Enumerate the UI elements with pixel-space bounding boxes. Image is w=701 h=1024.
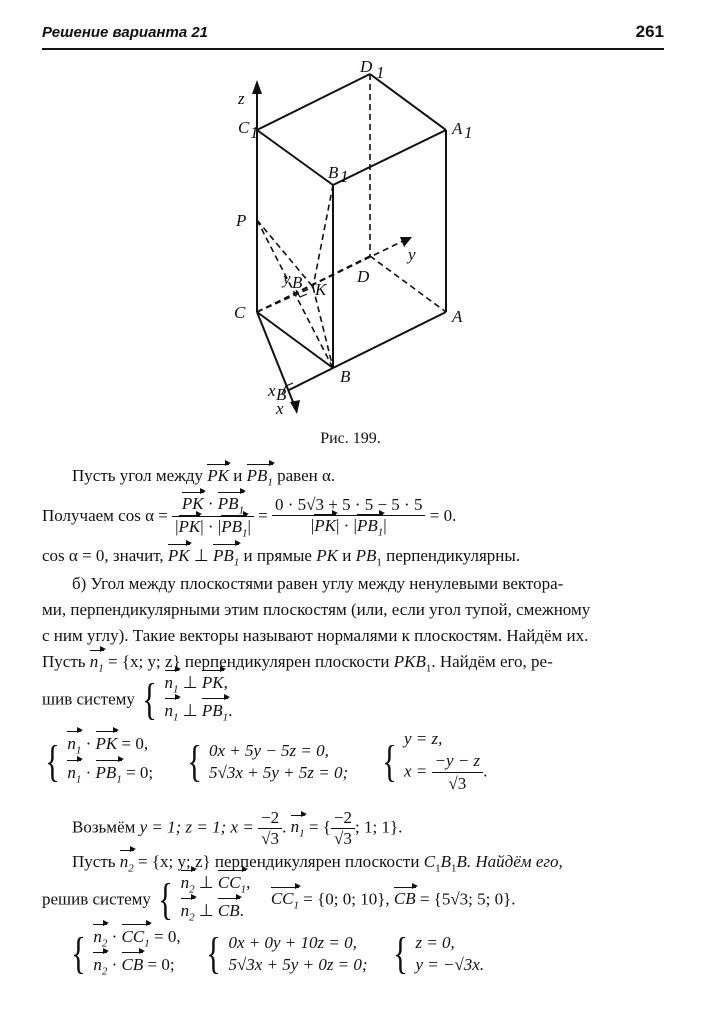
- label-a1: A: [452, 119, 463, 138]
- edge-b-a: [333, 312, 446, 368]
- x-arrow: [290, 400, 300, 414]
- edge-c1-b1: [257, 130, 333, 185]
- text-line-1: Пусть угол между PK и $PB_1$ равен α.: [72, 466, 336, 489]
- prism-diagram: [200, 52, 500, 422]
- label-b: B: [340, 367, 351, 386]
- system-n2-line: решив систему { $n_2$ ⊥ $CC_1$, $n_2$ ⊥ CB. $CC_1 = \{0$; 0; 10}, CB = {5√3; 5; 0}.: [42, 872, 516, 929]
- label-d1: D: [360, 57, 373, 76]
- running-title: Решение варианта 21: [42, 24, 209, 41]
- n2-line: Пусть $n_2 = \{x$; y; z} перпендикулярен плоскости $C_1B_1B$. Найдём его,: [72, 852, 563, 875]
- y-axis-dashed: [257, 240, 405, 312]
- page-number: 261: [635, 22, 664, 41]
- page-header: [42, 22, 664, 50]
- text-line-3: cos α = 0, значит, PK ⊥ $PB_1$ и прямые PK и $PB_1$ перпендикулярны.: [42, 546, 521, 569]
- system-n1-line: шив систему { $n_1$ ⊥ PK, $n_1$ ⊥ $PB_1$.: [42, 672, 232, 729]
- edge-b1-a1: [333, 130, 446, 185]
- label-xb-sub: B: [276, 385, 287, 404]
- segment-b1-k: [313, 185, 333, 287]
- label-c1-sub: 1: [250, 123, 259, 142]
- z-arrow: [252, 80, 262, 94]
- cos-fraction-1: $\frac{PK \cdot PB_1}{|PK| \cdot |PB_1|}$: [172, 494, 254, 540]
- label-x-axis: x: [276, 399, 284, 418]
- paragraph-b-line-4: Пусть $n_1 = \{x$; y; z} перпендикулярен плоскости $PKB_1$. Найдём его, ре-: [42, 652, 553, 675]
- label-a: A: [452, 307, 463, 326]
- label-b1-sub: 1: [340, 167, 349, 186]
- figure-caption: Рис. 199.: [320, 430, 381, 447]
- edge-d1-a1: [370, 74, 446, 130]
- label-c1: C: [238, 118, 250, 137]
- label-b1: B: [328, 163, 339, 182]
- xb-line: [289, 368, 333, 390]
- paragraph-b-line-1: б) Угол между плоскостями равен углу между ненулевыми вектора-: [72, 574, 564, 593]
- label-z-axis: z: [238, 89, 245, 108]
- take-values-line: Возьмём y = 1; z = 1; x = $\frac{-2}{√3}$ . $n_1$ = { $\frac{-2}{√3}$ ; 1; 1}.: [72, 808, 403, 848]
- cos-formula-line: Получаем cos α = $\frac{PK \cdot PB_1}{|PK| \cdot |PB_1|}$ = $\frac{0 \cdot 5√3 + 5 \cdot 5 - 5 \cdot 5}{|PK| \cdot |PB_1|}$ = 0.: [42, 494, 457, 540]
- label-a1-sub: 1: [464, 123, 473, 142]
- label-xb: x: [268, 381, 276, 400]
- paragraph-b-line-3: с ним углу). Такие векторы называют нормалями к плоскостям. Найдём их.: [42, 626, 589, 645]
- vector-pk: PK: [207, 466, 229, 485]
- label-y-axis: y: [408, 245, 416, 264]
- paragraph-b-line-2: ми, перпендикулярными этим плоскостям (или, если угол тупой, смежному: [42, 600, 591, 619]
- prism-figure: [200, 52, 500, 422]
- label-k: K: [315, 280, 327, 299]
- label-yb-sub: B: [292, 273, 303, 292]
- label-yb: y: [283, 269, 291, 288]
- systems-row-1: { $n_1$ · PK = 0, $n_1 \cdot PB_1 = 0$; { 0x + 5y − 5z = 0, 5√3x + 5y + 5z = 0; { y = z, x = $\frac{-y - z}{√3}$ .: [45, 729, 488, 793]
- edge-c1-d1: [257, 74, 370, 130]
- systems-row-2: { $n_2 \cdot CC_1 = 0$, $n_2$ · CB = 0; { 0x + 0y + 10z = 0, 5√3x + 5y + 0z = 0; { z = 0, y = −√3x.: [68, 926, 484, 983]
- label-p: P: [236, 211, 247, 230]
- vector-pb1: $PB_1$: [246, 466, 273, 489]
- label-d: D: [357, 267, 370, 286]
- label-c: C: [234, 303, 246, 322]
- label-d1-sub: 1: [376, 63, 385, 82]
- segment-c-k: [257, 287, 313, 312]
- edge-d-a-hidden: [370, 256, 446, 312]
- cos-fraction-2: $\frac{0 \cdot 5√3 + 5 \cdot 5 - 5 \cdot 5}{|PK| \cdot |PB_1|}$: [272, 495, 426, 538]
